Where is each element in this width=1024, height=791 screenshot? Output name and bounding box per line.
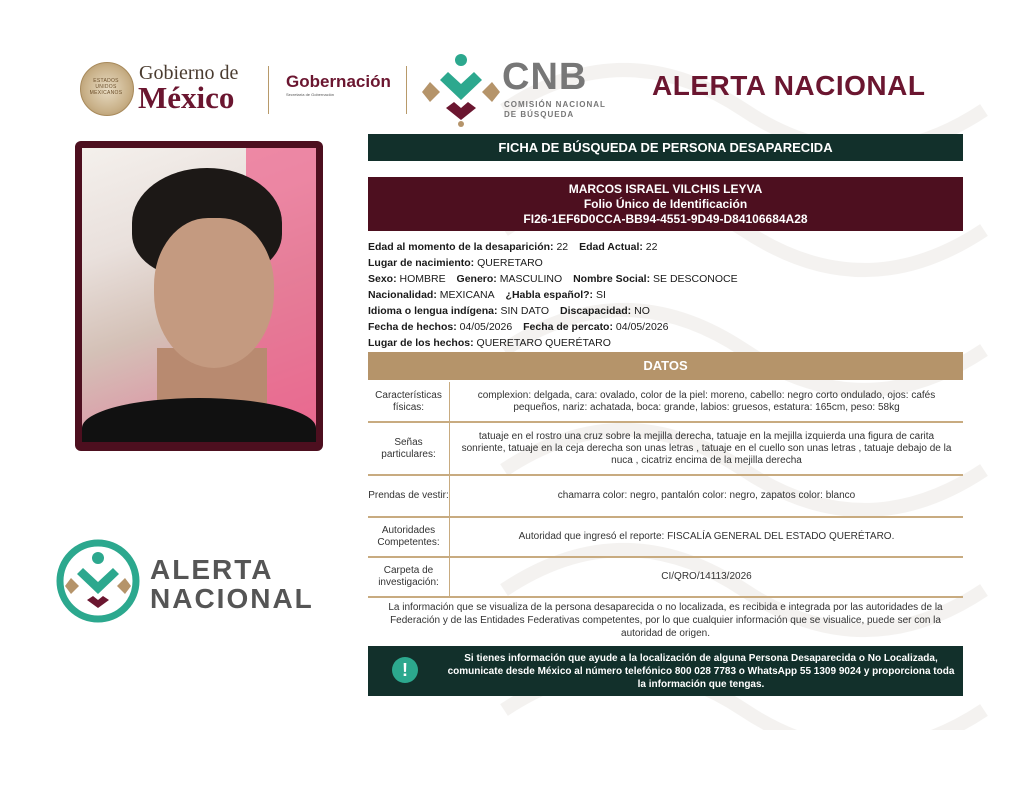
cnb-logo-icon xyxy=(422,50,500,128)
gobernacion-sub-label: Secretaría de Gobernación xyxy=(286,92,335,97)
edad-value: 22 xyxy=(556,241,569,253)
nombre-social-label: Nombre Social: xyxy=(573,273,651,285)
idioma-label: Idioma o lengua indígena: xyxy=(368,305,498,317)
row-label: Autoridades Competentes: xyxy=(368,518,450,556)
info-row xyxy=(368,287,963,303)
idioma-value: SIN DATO xyxy=(500,305,550,317)
cnb-sub-line1: COMISIÓN NACIONAL xyxy=(504,100,606,109)
header-divider xyxy=(268,66,269,114)
row-label: Señas particulares: xyxy=(368,423,450,474)
datos-table xyxy=(368,382,963,598)
row-value: complexion: delgada, cara: ovalado, color de la piel: moreno, cabello: negro corto ondulado, ojos: cafés pequeños, nariz: achatada, boca: grande, labios: gruesos, estatura: 165cm, peso: 58kg xyxy=(477,389,936,413)
table-row xyxy=(368,423,963,476)
alerta-nacional-logo-text xyxy=(150,555,314,613)
habla-espanol-value: SI xyxy=(595,289,606,301)
info-row xyxy=(368,271,963,287)
row-value: Autoridad que ingresó el reporte: FISCALÍA GENERAL DEL ESTADO QUERÉTARO. xyxy=(518,531,895,542)
row-value: CI/QRO/14113/2026 xyxy=(661,571,752,582)
gobierno-de-label: Gobierno de xyxy=(139,62,239,84)
lugar-hechos-label: Lugar de los hechos: xyxy=(368,337,474,349)
row-value: tatuaje en el rostro una cruz sobre la mejilla derecha, tatuaje en la mejilla izquierda una figura de carita sonriente, tatuaje en la ceja derecha son unas letras , tatuaje en el cuello son unas letras , tatuaje debajo de la nuca , cicatriz encima de la mejilla derecha xyxy=(461,430,952,466)
ficha-title-bar: FICHA DE BÚSQUEDA DE PERSONA DESAPARECIDA xyxy=(368,134,963,161)
nacionalidad-label: Nacionalidad: xyxy=(368,289,437,301)
info-row xyxy=(368,319,963,335)
edad-label: Edad al momento de la desaparición: xyxy=(368,241,554,253)
photo-face xyxy=(154,218,274,368)
datos-title-bar: DATOS xyxy=(368,352,963,380)
person-name: MARCOS ISRAEL VILCHIS LEYVA xyxy=(568,182,763,196)
info-row xyxy=(368,255,963,271)
genero-label: Genero: xyxy=(456,273,497,285)
disclaimer-text: La información que se visualiza de la persona desaparecida o no localizada, es recibida e integrada por las autoridades de la Federación y de las Entidades Federativas competentes, por lo que cualquier información que se visualice, puede ser con la autoridad de origen. xyxy=(388,602,943,639)
row-label: Características físicas: xyxy=(368,382,450,421)
folio-value: FI26-1EF6D0CCA-BB94-4551-9D49-D84106684A28 xyxy=(523,212,808,226)
info-row xyxy=(368,239,963,255)
alerta-logo-line1: ALERTA xyxy=(150,554,274,585)
lugar-nacimiento-value: QUERETARO xyxy=(477,257,543,269)
table-row xyxy=(368,558,963,598)
header xyxy=(72,50,952,130)
genero-value: MASCULINO xyxy=(499,273,563,285)
seal-text: ESTADOS UNIDOS MEXICANOS xyxy=(89,78,123,96)
cnb-sub-label xyxy=(504,100,606,120)
person-photo xyxy=(82,148,316,442)
page-title: ALERTA NACIONAL xyxy=(652,70,926,101)
cnb-sub-line2: DE BÚSQUEDA xyxy=(504,110,575,119)
fecha-percato-value: 04/05/2026 xyxy=(615,321,669,333)
fecha-hechos-label: Fecha de hechos: xyxy=(368,321,457,333)
lugar-hechos-value: QUERETARO QUERÉTARO xyxy=(476,337,611,349)
info-row xyxy=(368,335,963,351)
row-value: chamarra color: negro, pantalón color: negro, zapatos color: blanco xyxy=(557,490,856,501)
sexo-label: Sexo: xyxy=(368,273,397,285)
header-divider xyxy=(406,66,407,114)
table-row xyxy=(368,518,963,558)
nombre-social-value: SE DESCONOCE xyxy=(653,273,738,285)
fecha-hechos-value: 04/05/2026 xyxy=(459,321,513,333)
discapacidad-value: NO xyxy=(634,305,650,317)
person-name-block xyxy=(368,177,963,231)
cnb-label: CNB xyxy=(502,56,588,98)
help-text: Si tienes información que ayude a la localización de alguna Persona Desaparecida o No Localizada, comunicate desde México al número telefónico 800 028 7783 o WhatsApp 55 1309 9024 y proporciona toda la información que tengas. xyxy=(447,653,955,690)
table-row xyxy=(368,476,963,518)
table-row xyxy=(368,382,963,423)
help-banner xyxy=(368,646,963,696)
discapacidad-label: Discapacidad: xyxy=(559,305,632,317)
gobernacion-label: Gobernación xyxy=(286,72,391,91)
mexico-label: México xyxy=(138,80,235,115)
fecha-percato-label: Fecha de percato: xyxy=(523,321,613,333)
sexo-value: HOMBRE xyxy=(399,273,446,285)
info-row xyxy=(368,303,963,319)
edad-actual-label: Edad Actual: xyxy=(579,241,643,253)
habla-espanol-label: ¿Habla español?: xyxy=(505,289,594,301)
person-info xyxy=(368,239,963,351)
alerta-nacional-logo-icon xyxy=(55,538,141,624)
row-label: Prendas de vestir: xyxy=(368,476,450,516)
row-label: Carpeta de investigación: xyxy=(368,558,450,596)
alerta-logo-line2: NACIONAL xyxy=(150,583,314,614)
folio-label: Folio Único de Identificación xyxy=(583,197,748,211)
lugar-nacimiento-label: Lugar de nacimiento: xyxy=(368,257,475,269)
exclamation-icon: ! xyxy=(392,657,418,683)
nacionalidad-value: MEXICANA xyxy=(439,289,495,301)
edad-actual-value: 22 xyxy=(645,241,658,253)
